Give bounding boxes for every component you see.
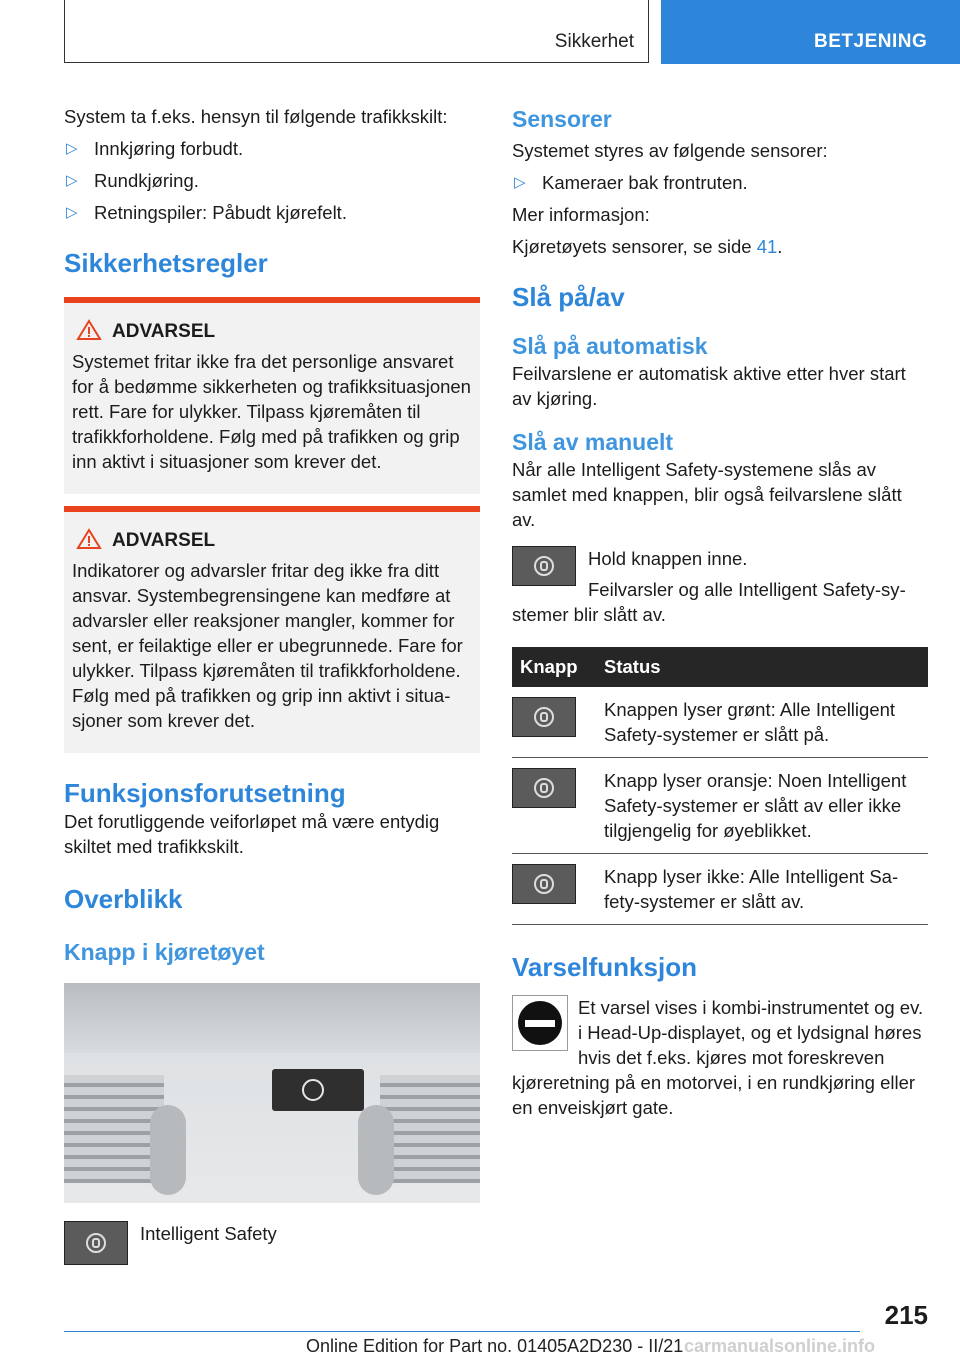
watermark: carmanualsonline.info <box>684 1336 876 1356</box>
heading-varselfunksjon: Varselfunksjon <box>512 952 697 982</box>
heading-sla-pa-automatisk: Slå på automatisk <box>512 333 708 359</box>
no-entry-sign-icon <box>512 995 568 1051</box>
hold-result: Feilvarsler og alle Intelligent Safety-systemer blir slått av. <box>512 579 906 625</box>
warning-triangle-icon <box>76 528 102 550</box>
table-cell: Knappen lyser grønt: Alle Intelligent Safety-systemer er slått på. <box>596 687 928 758</box>
header-section-title: Sikkerhet <box>554 31 634 52</box>
warning-text: Indikatorer og advarsler fritar deg ikke fra ditt ansvar. Systembegrensingene kan medføre at advarsler eller reaksjoner mangler, kommer for sent, er feilaktige eller er ubegrunnede. Fare for ulykker. Tilpass kjøremåten til trafikkforholdene. Følg med på trafikken og grip inn aktivt i situasjoner som krever det. <box>72 560 463 731</box>
heading-funksjonsforutsetning: Funksjonsforutsetning <box>64 778 346 808</box>
triangle-bullet-icon: ▷ <box>66 140 78 157</box>
heading-sikkerhetsregler: Sikkerhetsregler <box>64 248 268 278</box>
heading-overblikk: Overblikk <box>64 884 183 914</box>
intelligent-safety-button-icon <box>512 546 576 586</box>
table-header-row <box>512 647 928 687</box>
warning-box-1 <box>64 297 480 494</box>
warning-title: ADVARSEL <box>112 530 216 551</box>
list-item: ▷ Kameraer bak frontruten. <box>514 172 748 193</box>
warning-text: Systemet fritar ikke fra det personlige ansvaret for å bedømme sikkerheten og trafikksituasjonen rett. Fare for ulykker. Tilpass kjøremåten til trafikkforholdene. Følg med på trafikken og grip inn aktivt i situasjoner som krever det. <box>72 351 471 472</box>
varsel-text: Et varsel vises i kombi-instrumentet og ev. i Head-Up-displayet, og et lydsignal høres hvis det f.eks. kjøres mot foreskreven kjøreretning på en motorvei, i en rundkjøring eller en enveiskjørt gate. <box>512 997 924 1118</box>
status-table <box>512 647 928 925</box>
list-item: ▷ Retningspiler: Påbudt kjørefelt. <box>66 202 347 223</box>
button-green-icon <box>512 697 576 737</box>
list-item: ▷ Innkjøring forbudt. <box>66 138 244 159</box>
table-cell: Knapp lyser oransje: Noen Intelligent Safety-systemer er slått av eller ikke tilgjengelig for øyeblikket. <box>596 758 928 854</box>
table-row <box>512 854 928 925</box>
funksjon-text: Det forutliggende veiforløpet må være entydig skiltet med trafikkskilt. <box>64 811 440 857</box>
intro-text: System ta f.eks. hensyn til følgende trafikkskilt: <box>64 106 448 127</box>
intelligent-safety-button-photo <box>272 1069 364 1111</box>
column-header: Status <box>596 647 928 687</box>
mer-informasjon: Mer informasjon: <box>512 204 650 225</box>
manuelt-text: Når alle Intelligent Safety-systemene slås av samlet med knappen, blir også feilvarslene slått av. <box>512 459 902 530</box>
table-row <box>512 758 928 854</box>
hold-text: Hold knappen inne. <box>588 548 748 569</box>
varsel-block <box>512 995 928 1120</box>
column-header: Knapp <box>512 647 596 687</box>
header-chapter-tab <box>661 0 960 64</box>
heading-knapp-i-kjoretoyet: Knapp i kjøretøyet <box>64 939 265 965</box>
heading-sla-pa-av: Slå på/av <box>512 282 625 312</box>
header-chapter-title: BETJENING <box>814 31 928 52</box>
table-row <box>512 687 928 758</box>
footer-divider <box>64 1331 860 1332</box>
page-link[interactable]: 41 <box>756 236 778 257</box>
warning-triangle-icon <box>76 319 102 341</box>
triangle-bullet-icon: ▷ <box>66 172 78 189</box>
button-caption-row <box>64 1221 480 1267</box>
page-number: 215 <box>884 1300 928 1330</box>
triangle-bullet-icon: ▷ <box>66 204 78 221</box>
heading-sensorer: Sensorer <box>512 106 612 132</box>
table-cell: Knapp lyser ikke: Alle Intelligent Safety-systemer er slått av. <box>596 854 928 925</box>
list-item: ▷ Rundkjøring. <box>66 170 199 191</box>
button-caption: Intelligent Safety <box>140 1223 277 1244</box>
right-column <box>512 104 928 1120</box>
warning-title: ADVARSEL <box>112 321 216 342</box>
reference-line: Kjøretøyets sensorer, se side 41. <box>512 236 783 257</box>
sensorer-text: Systemet styres av følgende sensorer: <box>512 140 828 161</box>
heading-sla-av-manuelt: Slå av manuelt <box>512 429 674 455</box>
hold-button-block <box>512 546 928 627</box>
warning-box-2 <box>64 506 480 753</box>
auto-text: Feilvarslene er automatisk aktive etter hver start av kjøring. <box>512 363 906 409</box>
button-off-icon <box>512 864 576 904</box>
edition-text: Online Edition for Part no. 01405A2D230 - II/21 <box>306 1336 684 1356</box>
left-column <box>64 104 480 1267</box>
header-section-box <box>64 0 649 63</box>
button-orange-icon <box>512 768 576 808</box>
triangle-bullet-icon: ▷ <box>514 174 526 191</box>
intelligent-safety-button-icon <box>64 1221 128 1265</box>
dashboard-photo <box>64 983 480 1203</box>
